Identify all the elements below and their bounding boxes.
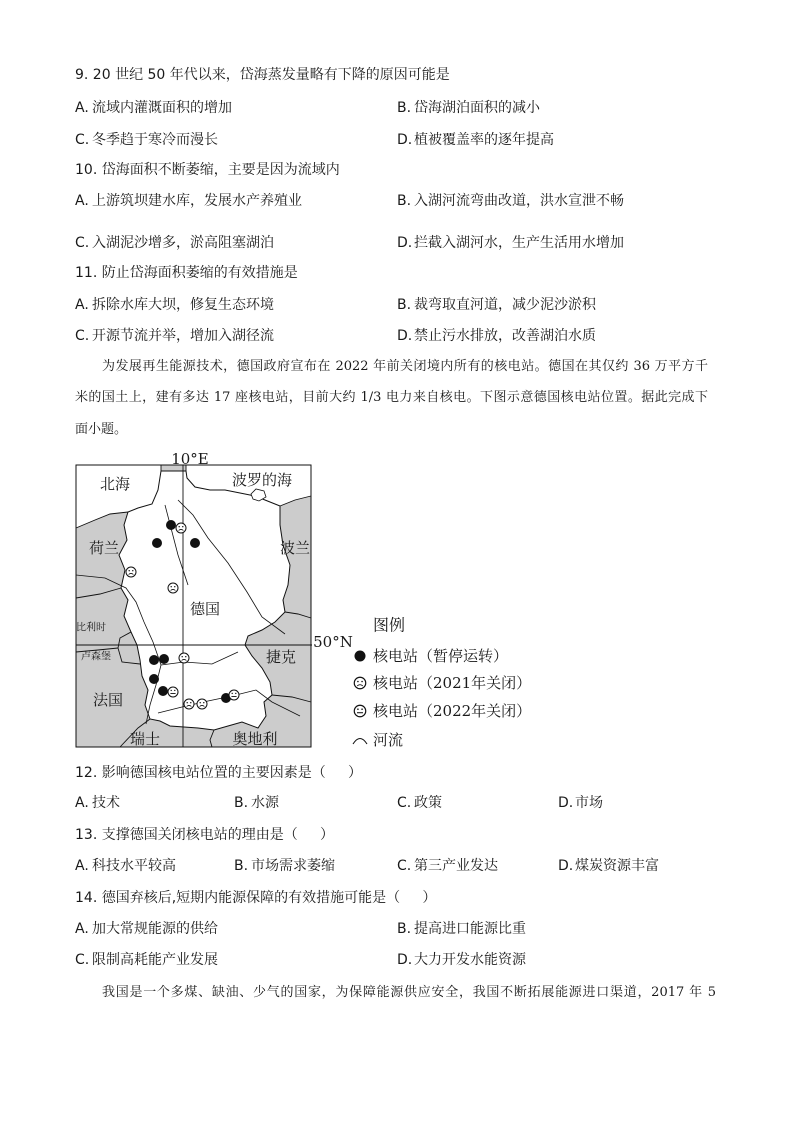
option-label: B.: [397, 193, 412, 209]
option-text: 裁弯取直河道，减少泥沙淤积: [414, 297, 596, 313]
q10-option-c: [75, 233, 274, 253]
q10-stem: 10. 岱海面积不断萎缩，主要是因为流域内: [75, 162, 340, 178]
option-text: 煤炭资源丰富: [575, 858, 659, 874]
q9-option-d: [397, 130, 554, 150]
q14-option-b: [397, 919, 526, 939]
legend-label-closed-2022: 核电站（2022年关闭）: [373, 702, 532, 720]
nuclear-plant-closed-2021: [126, 567, 136, 577]
option-text: 开源节流并举，增加入湖径流: [92, 328, 274, 344]
q12-option-a: [75, 793, 120, 813]
option-label: B.: [397, 100, 412, 116]
option-label: D.: [558, 795, 574, 811]
nuclear-plant-closed-2022: [229, 690, 239, 700]
q9-stem: 9. 20 世纪 50 年代以来，岱海蒸发量略有下降的原因可能是: [75, 67, 450, 83]
q14-option-c: [75, 950, 218, 970]
q12-option-d: [558, 793, 603, 813]
nuclear-plant-suspended: [166, 520, 176, 530]
option-text: 加大常规能源的供给: [92, 921, 218, 937]
nuclear-plant-suspended: [152, 538, 162, 548]
option-label: D.: [397, 328, 413, 344]
q10-option-d: [397, 233, 624, 253]
q9-option-a: [75, 98, 232, 118]
nuclear-plant-closed-2021: [176, 523, 186, 533]
nuclear-plant-suspended: [158, 686, 168, 696]
nuclear-plant-suspended: [190, 538, 200, 548]
option-text: 水源: [251, 795, 279, 811]
legend-river-icon: [353, 739, 367, 745]
meridian-label: 10°E: [171, 450, 209, 468]
option-label: A.: [75, 100, 89, 116]
option-text: 流域内灌溉面积的增加: [92, 100, 232, 116]
option-text: 冬季趋于寒冷而漫长: [92, 132, 218, 148]
label-belgium: 比利时: [76, 622, 106, 634]
option-label: B.: [234, 858, 249, 874]
q14-stem: 14. 德国弃核后,短期内能源保障的有效措施可能是（ ）: [75, 890, 437, 906]
q11-option-d: [397, 326, 596, 346]
label-germany: 德国: [189, 600, 221, 618]
legend-suspended-icon: [355, 651, 366, 662]
q13-option-b: [234, 856, 335, 876]
label-poland: 波兰: [279, 539, 311, 557]
option-label: B.: [234, 795, 249, 811]
q14-option-a: [75, 919, 218, 939]
option-label: B.: [397, 297, 412, 313]
option-label: C.: [75, 328, 90, 344]
option-text: 提高进口能源比重: [414, 921, 526, 937]
passage-germany-line-2: 米的国土上，建有多达 17 座核电站，目前大约 1/3 电力来自核电。下图示意德国核电站位置。据此完成下: [75, 390, 708, 405]
option-text: 植被覆盖率的逐年提高: [414, 132, 554, 148]
option-text: 禁止污水排放，改善湖泊水质: [414, 328, 596, 344]
option-label: D.: [397, 132, 413, 148]
nuclear-plant-closed-2021: [179, 653, 189, 663]
option-label: A.: [75, 858, 89, 874]
q10-option-a: [75, 191, 302, 211]
option-label: C.: [75, 952, 90, 968]
q13-option-a: [75, 856, 176, 876]
q10-option-b: [397, 191, 624, 211]
nuclear-plant-suspended: [149, 655, 159, 665]
option-text: 上游筑坝建水库，发展水产养殖业: [92, 193, 302, 209]
label-switzerland: 瑞士: [129, 730, 161, 748]
option-text: 技术: [92, 795, 120, 811]
option-text: 大力开发水能资源: [414, 952, 526, 968]
q9-option-b: [397, 98, 540, 118]
option-label: A.: [75, 297, 89, 313]
q12-option-b: [234, 793, 279, 813]
option-text: 市场需求萎缩: [251, 858, 335, 874]
option-label: A.: [75, 921, 89, 937]
q13-option-c: [397, 856, 498, 876]
nuclear-plant-closed-2022: [168, 687, 178, 697]
germany-nuclear-plant-map: [60, 440, 540, 760]
nuclear-plant-suspended: [149, 674, 159, 684]
passage-germany-line-1: 为发展再生能源技术，德国政府宣布在 2022 年前关闭境内所有的核电站。德国在其仅约 36 万平方千: [102, 359, 708, 374]
option-text: 岱海湖泊面积的减小: [414, 100, 540, 116]
label-baltic-sea: 波罗的海: [231, 471, 293, 489]
label-czech: 捷克: [265, 648, 297, 666]
option-text: 科技水平较高: [92, 858, 176, 874]
option-text: 拆除水库大坝，修复生态环境: [92, 297, 274, 313]
legend-title: 图例: [373, 615, 406, 635]
option-label: C.: [397, 858, 412, 874]
parallel-label: 50°N: [313, 633, 353, 651]
option-label: B.: [397, 921, 412, 937]
passage-energy-line-1: 我国是一个多煤、缺油、少气的国家，为保障能源供应安全，我国不断拓展能源进口渠道，2017 年 5: [102, 985, 716, 1000]
nuclear-plant-closed-2021: [168, 583, 178, 593]
label-france: 法国: [92, 691, 124, 709]
label-luxembourg: 卢森堡: [81, 651, 111, 663]
q13-option-d: [558, 856, 659, 876]
option-text: 市场: [575, 795, 603, 811]
nuclear-plant-closed-2021: [197, 699, 207, 709]
nuclear-plant-closed-2021: [184, 699, 194, 709]
q11-option-a: [75, 295, 274, 315]
label-austria: 奥地利: [232, 730, 278, 748]
option-label: C.: [75, 132, 90, 148]
option-text: 政策: [414, 795, 442, 811]
option-text: 入湖河流弯曲改道，洪水宣泄不畅: [414, 193, 624, 209]
option-text: 入湖泥沙增多，淤高阻塞湖泊: [92, 235, 274, 251]
legend-label-suspended: 核电站（暂停运转）: [373, 647, 509, 665]
label-north-sea: 北海: [99, 475, 131, 493]
q13-stem: 13. 支撑德国关闭核电站的理由是（ ）: [75, 827, 334, 843]
option-label: A.: [75, 193, 89, 209]
q12-option-c: [397, 793, 442, 813]
legend-label-closed-2021: 核电站（2021年关闭）: [373, 674, 532, 692]
option-label: D.: [558, 858, 574, 874]
option-label: D.: [397, 235, 413, 251]
option-label: D.: [397, 952, 413, 968]
label-netherlands: 荷兰: [88, 539, 120, 557]
option-text: 拦截入湖河水，生产生活用水增加: [414, 235, 624, 251]
legend-closed-2022-icon: [354, 705, 366, 717]
q11-stem: 11. 防止岱海面积萎缩的有效措施是: [75, 265, 298, 281]
legend-closed-2021-icon: [354, 677, 366, 689]
legend-label-river: 河流: [373, 731, 404, 749]
passage-germany-line-3: 面小题。: [75, 422, 128, 437]
q9-option-c: [75, 130, 218, 150]
option-text: 限制高耗能产业发展: [92, 952, 218, 968]
q11-option-c: [75, 326, 274, 346]
option-label: C.: [75, 235, 90, 251]
option-text: 第三产业发达: [414, 858, 498, 874]
q11-option-b: [397, 295, 596, 315]
q14-option-d: [397, 950, 526, 970]
option-label: C.: [397, 795, 412, 811]
option-label: A.: [75, 795, 89, 811]
q12-stem: 12. 影响德国核电站位置的主要因素是（ ）: [75, 765, 362, 781]
nuclear-plant-suspended: [159, 654, 169, 664]
